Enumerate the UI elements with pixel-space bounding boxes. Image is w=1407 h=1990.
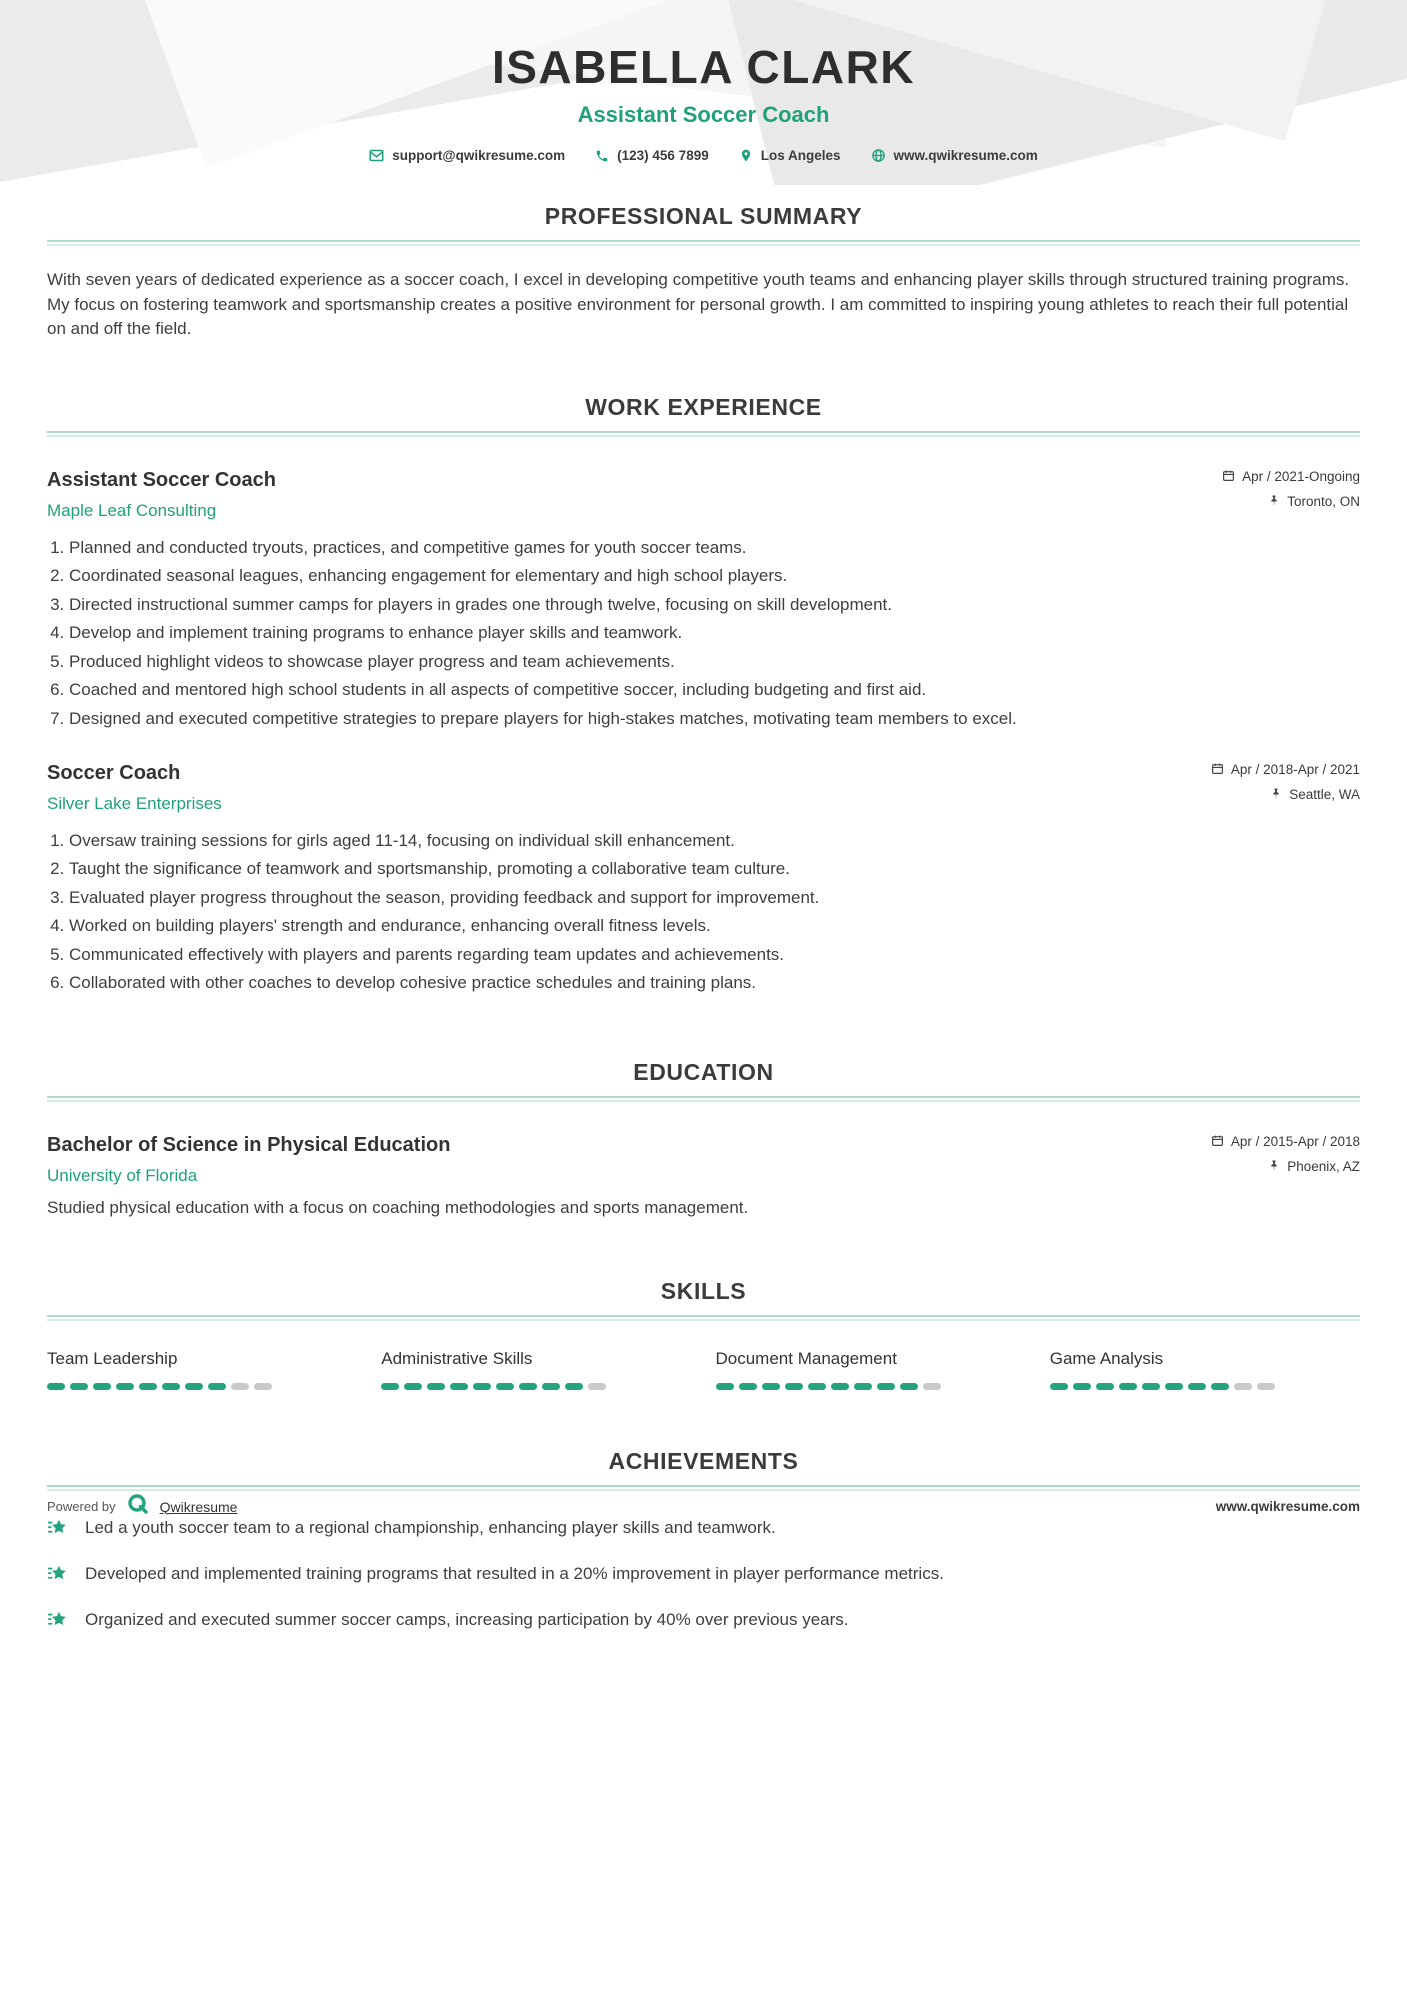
skill-segment — [877, 1383, 895, 1390]
job-title: Assistant Soccer Coach — [47, 468, 276, 491]
education-location — [1211, 1159, 1360, 1175]
skill-segment — [1073, 1383, 1091, 1390]
section-divider — [47, 431, 1360, 437]
skill-segment — [808, 1383, 826, 1390]
skill-bar — [47, 1383, 357, 1390]
skill-segment — [450, 1383, 468, 1390]
contact-email — [369, 148, 565, 163]
job-dates-text: Apr / 2018-Apr / 2021 — [1230, 762, 1360, 778]
job-bullet: 4. Develop and implement training programs to enhance player skills and teamwork. — [69, 622, 1360, 644]
skill-segment — [116, 1383, 134, 1390]
achievement-text: Organized and executed summer soccer camps, increasing participation by 40% over previous years. — [85, 1609, 849, 1629]
job-bullet: 7. Designed and executed competitive strategies to prepare players for high-stakes matches, motivating team members to excel. — [69, 708, 1360, 730]
job-location — [1211, 787, 1360, 803]
skill-segment — [47, 1383, 65, 1390]
job-entry — [47, 469, 1360, 730]
calendar-icon — [1211, 762, 1224, 778]
skill-item — [47, 1349, 357, 1390]
skill-segment — [854, 1383, 872, 1390]
achievements-section — [0, 1448, 1407, 1637]
skill-item — [381, 1349, 691, 1390]
qwikresume-link[interactable]: Qwikresume — [159, 1498, 238, 1515]
school-name: University of Florida — [47, 1165, 198, 1185]
skill-segment — [900, 1383, 918, 1390]
job-bullet: 5. Produced highlight videos to showcase player progress and team achievements. — [69, 651, 1360, 673]
section-divider — [47, 1485, 1360, 1491]
summary-text: With seven years of dedicated experience as a soccer coach, I excel in developing competitive youth teams and enhancing player skills through structured training programs. My focus on fostering teamwork and sportsmanship creates a positive environment for personal growth. I am committed to inspiring young athletes to reach their full potential on and off the field. — [47, 270, 1350, 339]
phone-icon — [595, 149, 609, 163]
job-bullet-list — [47, 830, 1360, 995]
skill-segment — [785, 1383, 803, 1390]
skill-segment — [427, 1383, 445, 1390]
work-section — [0, 394, 1407, 995]
skill-segment — [208, 1383, 226, 1390]
skill-segment — [1050, 1383, 1068, 1390]
globe-icon — [871, 148, 886, 163]
skill-segment — [254, 1383, 272, 1390]
job-bullet: 6. Coached and mentored high school students in all aspects of competitive soccer, including budgeting and first aid. — [69, 679, 1360, 701]
skill-segment — [923, 1383, 941, 1390]
skill-segment — [588, 1383, 606, 1390]
skill-bar — [716, 1383, 1026, 1390]
skill-segment — [1257, 1383, 1275, 1390]
contact-website-text: www.qwikresume.com — [893, 148, 1038, 163]
candidate-name: ISABELLA CLARK — [491, 41, 916, 93]
star-badge-icon — [47, 1563, 69, 1591]
skill-name: Administrative Skills — [381, 1348, 533, 1368]
skill-segment — [231, 1383, 249, 1390]
education-dates — [1211, 1134, 1360, 1150]
job-entry — [47, 762, 1360, 995]
skill-segment — [542, 1383, 560, 1390]
skill-segment — [70, 1383, 88, 1390]
job-bullet: 3. Evaluated player progress throughout the season, providing feedback and support for improvement. — [69, 887, 1360, 909]
star-badge-icon — [47, 1609, 69, 1637]
skills-grid — [47, 1349, 1360, 1390]
skill-segment — [739, 1383, 757, 1390]
footer-website: www.qwikresume.com — [1215, 1499, 1360, 1514]
pushpin-icon — [1270, 787, 1282, 803]
skill-item — [716, 1349, 1026, 1390]
achievement-item — [47, 1609, 1360, 1637]
section-divider — [47, 1315, 1360, 1321]
job-bullet: 1. Oversaw training sessions for girls aged 11-14, focusing on individual skill enhancement. — [69, 830, 1360, 852]
job-location-text: Toronto, ON — [1287, 494, 1360, 510]
education-entry — [47, 1134, 1360, 1218]
job-bullet: 5. Communicated effectively with players and parents regarding team updates and achievements. — [69, 944, 1360, 966]
calendar-icon — [1222, 469, 1235, 485]
job-location-text: Seattle, WA — [1289, 787, 1360, 803]
skill-segment — [565, 1383, 583, 1390]
candidate-title: Assistant Soccer Coach — [577, 102, 830, 127]
skill-name: Game Analysis — [1049, 1348, 1164, 1368]
skill-segment — [1142, 1383, 1160, 1390]
degree-title: Bachelor of Science in Physical Education — [47, 1133, 451, 1156]
achievements-heading: ACHIEVEMENTS — [608, 1447, 799, 1474]
contact-location — [739, 148, 841, 163]
skill-segment — [162, 1383, 180, 1390]
skill-segment — [762, 1383, 780, 1390]
pushpin-icon — [1268, 1159, 1280, 1175]
skill-segment — [404, 1383, 422, 1390]
powered-by-label: Powered by — [47, 1499, 116, 1514]
contact-phone — [595, 148, 709, 163]
skill-segment — [1119, 1383, 1137, 1390]
job-bullet: 3. Directed instructional summer camps for players in grades one through twelve, focusing on skill development. — [69, 594, 1360, 616]
education-location-text: Phoenix, AZ — [1287, 1159, 1360, 1175]
contact-location-text: Los Angeles — [760, 148, 841, 163]
job-bullet: 1. Planned and conducted tryouts, practices, and competitive games for youth soccer teams. — [69, 537, 1360, 559]
skill-segment — [1165, 1383, 1183, 1390]
skill-item — [1050, 1349, 1360, 1390]
job-bullet-list — [47, 537, 1360, 730]
section-divider — [47, 240, 1360, 246]
skill-bar — [1050, 1383, 1360, 1390]
job-bullet: 6. Collaborated with other coaches to develop cohesive practice schedules and training plans. — [69, 972, 1360, 994]
job-bullet: 2. Taught the significance of teamwork and sportsmanship, promoting a collaborative team culture. — [69, 858, 1360, 880]
skill-segment — [496, 1383, 514, 1390]
job-dates — [1211, 762, 1360, 778]
skill-bar — [381, 1383, 691, 1390]
skill-segment — [831, 1383, 849, 1390]
skills-heading: SKILLS — [660, 1277, 747, 1304]
job-company: Maple Leaf Consulting — [47, 500, 217, 520]
skill-segment — [381, 1383, 399, 1390]
skill-segment — [1188, 1383, 1206, 1390]
skill-segment — [1211, 1383, 1229, 1390]
job-location — [1222, 494, 1360, 510]
achievement-item — [47, 1563, 1360, 1591]
skill-segment — [185, 1383, 203, 1390]
education-section — [0, 1059, 1407, 1218]
education-heading: EDUCATION — [633, 1058, 774, 1085]
job-bullet: 4. Worked on building players' strength and endurance, enhancing overall fitness levels. — [69, 915, 1360, 937]
work-heading: WORK EXPERIENCE — [585, 393, 822, 420]
job-dates — [1222, 469, 1360, 485]
section-divider — [47, 1096, 1360, 1102]
header — [0, 0, 1407, 185]
education-description: Studied physical education with a focus on coaching methodologies and sports management. — [47, 1197, 749, 1217]
skill-segment — [139, 1383, 157, 1390]
job-bullet: 2. Coordinated seasonal leagues, enhancing engagement for elementary and high school players. — [69, 565, 1360, 587]
footer — [47, 1492, 1360, 1521]
education-dates-text: Apr / 2015-Apr / 2018 — [1230, 1134, 1360, 1150]
achievement-text: Led a youth soccer team to a regional championship, enhancing player skills and teamwork. — [85, 1517, 776, 1537]
summary-section — [0, 203, 1407, 342]
skill-segment — [716, 1383, 734, 1390]
calendar-icon — [1211, 1134, 1224, 1150]
map-pin-icon — [739, 148, 753, 163]
job-company: Silver Lake Enterprises — [47, 793, 222, 813]
skill-segment — [1096, 1383, 1114, 1390]
contact-phone-text: (123) 456 7899 — [617, 148, 709, 163]
contact-website — [871, 148, 1038, 163]
skills-section — [0, 1278, 1407, 1390]
skill-segment — [1234, 1383, 1252, 1390]
achievements-list — [47, 1517, 1360, 1637]
skill-name: Document Management — [715, 1348, 897, 1368]
pushpin-icon — [1268, 494, 1280, 510]
contact-email-text: support@qwikresume.com — [392, 148, 566, 163]
achievement-text: Developed and implemented training programs that resulted in a 20% improvement in player performance metrics. — [85, 1563, 944, 1583]
skill-segment — [473, 1383, 491, 1390]
envelope-icon — [369, 148, 384, 163]
skill-name: Team Leadership — [47, 1348, 178, 1368]
job-dates-text: Apr / 2021-Ongoing — [1242, 469, 1360, 485]
job-title: Soccer Coach — [47, 761, 181, 784]
qwikresume-logo — [126, 1492, 150, 1521]
skill-segment — [519, 1383, 537, 1390]
summary-heading: PROFESSIONAL SUMMARY — [544, 203, 863, 229]
contact-row — [0, 148, 1407, 163]
skill-segment — [93, 1383, 111, 1390]
